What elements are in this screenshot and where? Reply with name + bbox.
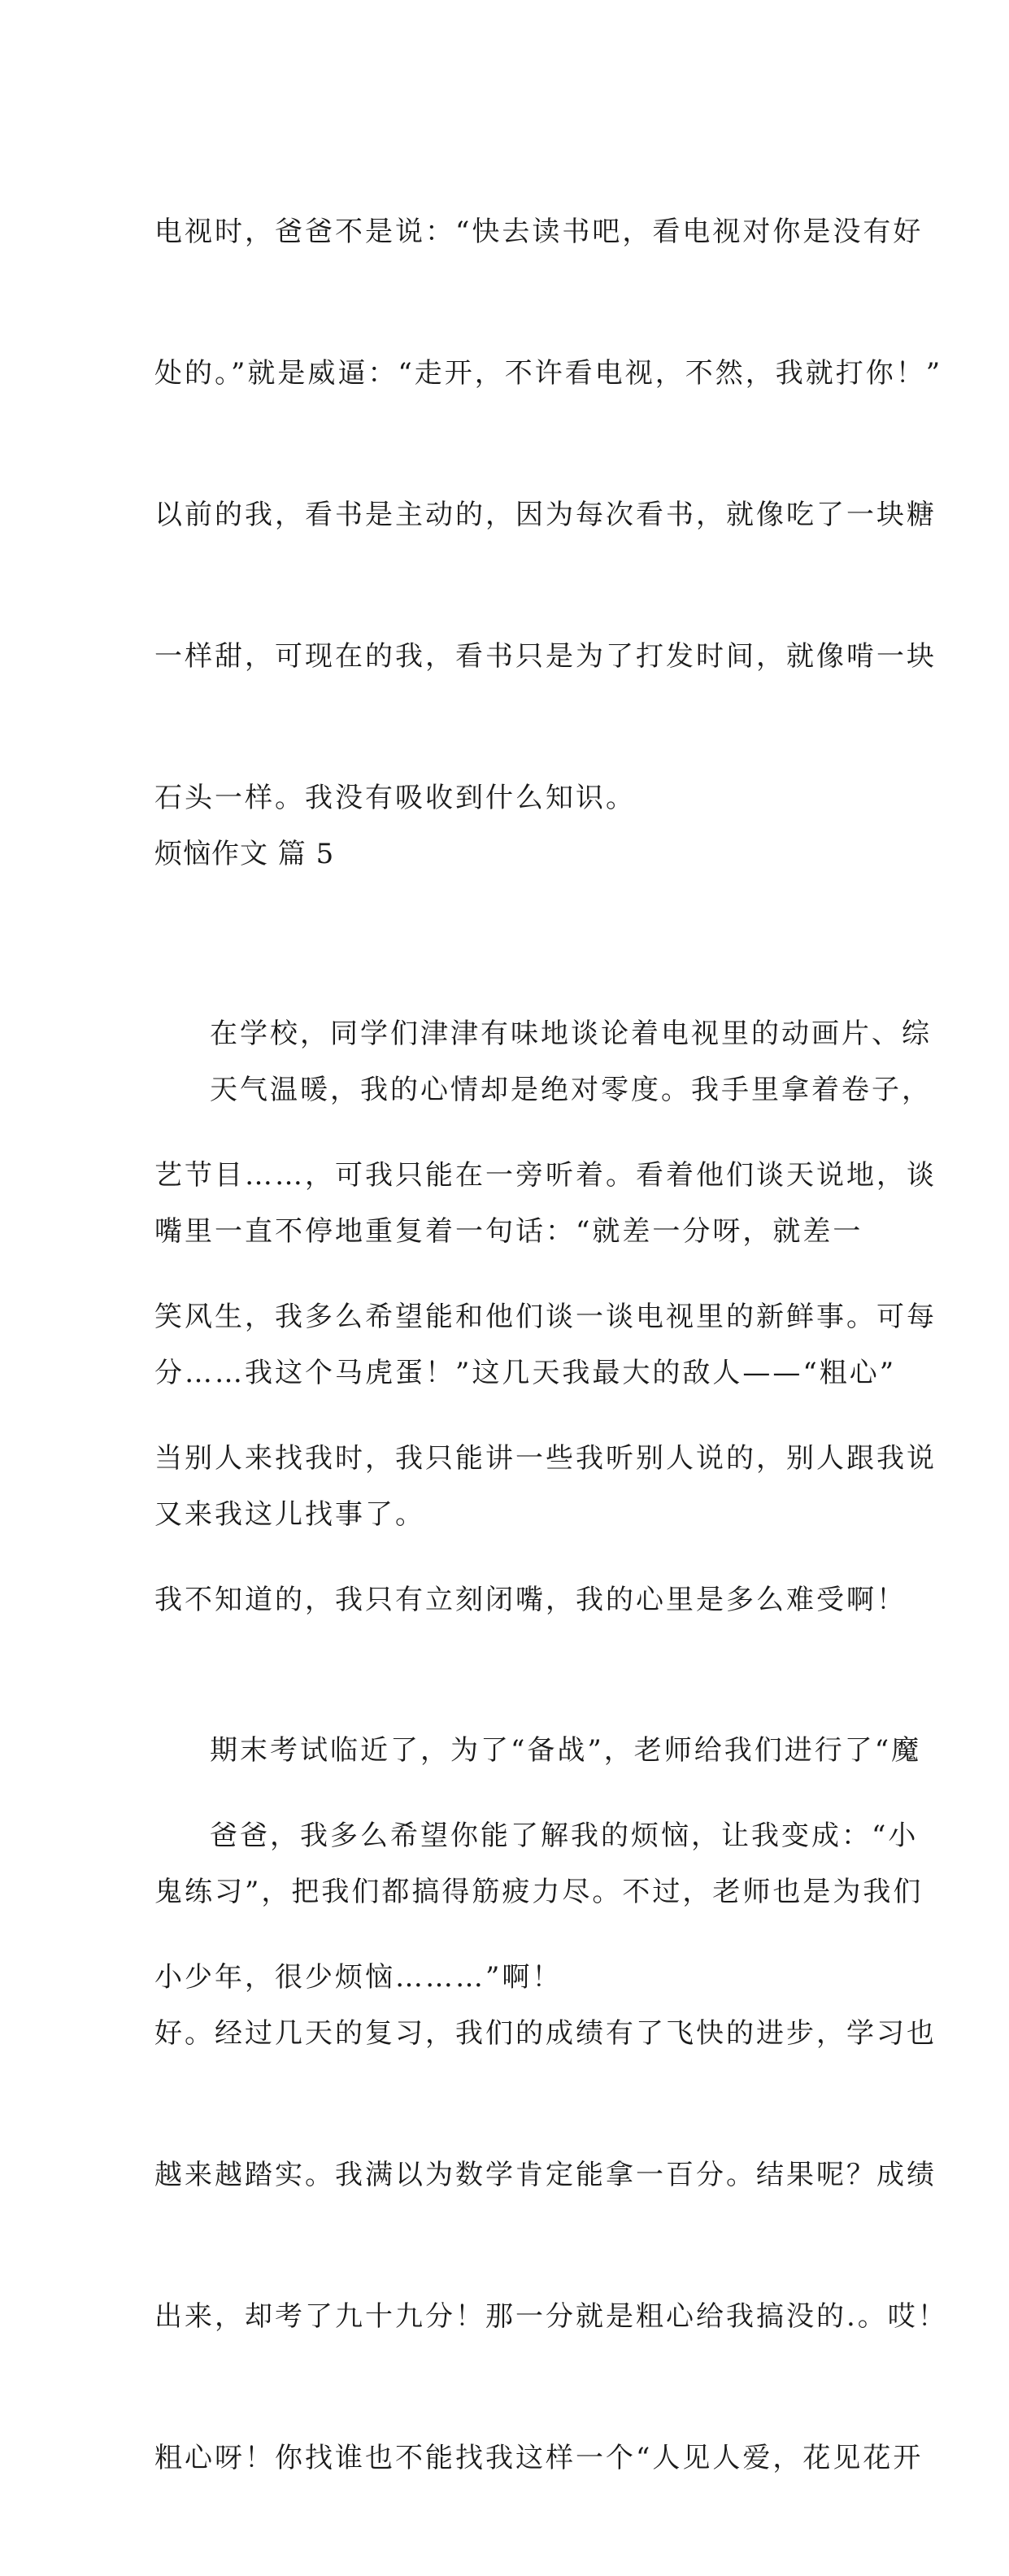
heading-text: 烦恼作文 篇 5 bbox=[154, 838, 335, 870]
text-line: 小少年，很少烦恼………”啊！ bbox=[154, 1961, 563, 1994]
text-line: 处的。”就是威逼：“走开，不许看电视，不然，我就打你！” bbox=[154, 357, 943, 390]
text-line: 鬼练习”，把我们都搞得筋疲力尽。不过，老师也是为我们 bbox=[154, 1876, 924, 1908]
text-line: 期末考试临近了，为了“备战”，老师给我们进行了“魔 bbox=[210, 1734, 922, 1767]
text-line: 笑风生，我多么希望能和他们谈一谈电视里的新鲜事。可每 bbox=[154, 1301, 937, 1333]
text-line: 我不知道的，我只有立刻闭嘴，我的心里是多么难受啊！ bbox=[154, 1584, 907, 1616]
section-heading bbox=[154, 736, 862, 972]
text-line: 又来我这儿找事了。 bbox=[154, 1498, 425, 1531]
text-line: 好。经过几天的复习，我们的成绩有了飞快的进步，学习也 bbox=[154, 2017, 937, 2050]
text-line: 爸爸，我多么希望你能了解我的烦恼，让我变成：“小 bbox=[210, 1820, 919, 1852]
text-line: 电视时，爸爸不是说：“快去读书吧，看电视对你是没有好 bbox=[154, 216, 924, 248]
text-line: 在学校，同学们津津有味地谈论着电视里的动画片、综 bbox=[210, 1018, 932, 1050]
text-line: 越来越踏实。我满以为数学肯定能拿一百分。结果呢？成绩 bbox=[154, 2159, 937, 2191]
paragraph bbox=[154, 1632, 948, 2576]
text-line: 石头一样。我没有吸收到什么知识。 bbox=[154, 782, 636, 814]
text-line: 分……我这个马虎蛋！”这几天我最大的敌人——“粗心” bbox=[154, 1357, 897, 1389]
text-line: 当别人来找我时，我只能讲一些我听别人说的，别人跟我说 bbox=[154, 1442, 937, 1475]
text-line: 一样甜，可现在的我，看书只是为了打发时间，就像啃一块 bbox=[154, 640, 937, 673]
paragraph bbox=[154, 972, 937, 1632]
text-line: 以前的我，看书是主动的，因为每次看书，就像吃了一块糖 bbox=[154, 499, 937, 531]
text-line: 出来，却考了九十九分！那一分就是粗心给我搞没的.。哎！ bbox=[154, 2300, 948, 2333]
essay-body-bottom bbox=[154, 736, 948, 2576]
text-line: 嘴里一直不停地重复着一句话：“就差一分呀，就差一 bbox=[154, 1215, 863, 1248]
text-line: 艺节目……，可我只能在一旁听着。看着他们谈天说地，谈 bbox=[154, 1159, 937, 1192]
text-line: 粗心呀！你找谁也不能找我这样一个“人见人爱，花见花开 bbox=[154, 2442, 924, 2474]
text-line: 天气温暖，我的心情却是绝对零度。我手里拿着卷子， bbox=[210, 1074, 932, 1106]
